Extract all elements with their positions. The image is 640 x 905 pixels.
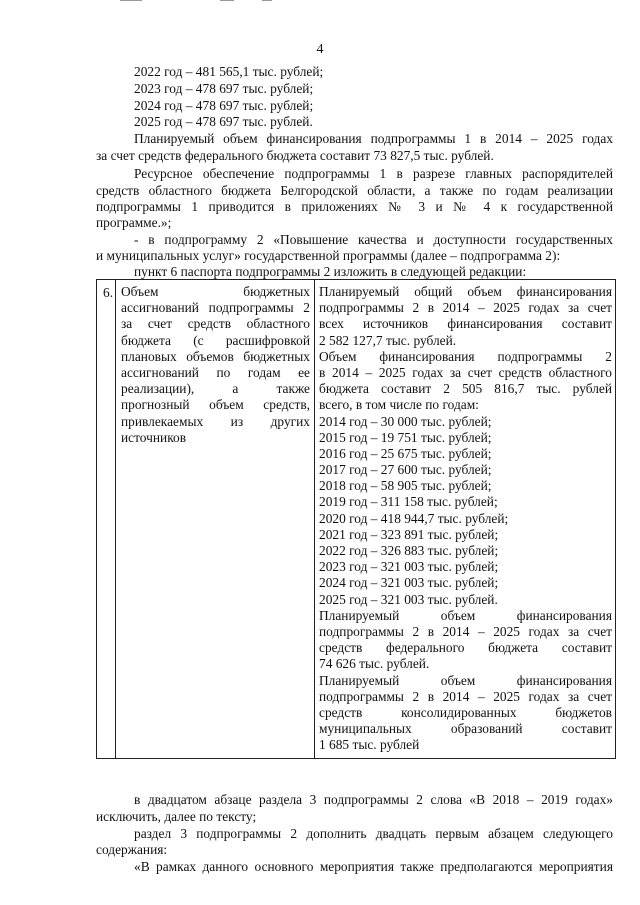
paragraph-line: в двадцатом абзаце раздела 3 подпрограммы 2 слова «В 2018 – 2019 годах» [134,792,613,807]
cell-line: средств федерального бюджета составит [319,640,612,656]
cell-line: подпрограммы 2 в 2014 – 2025 годах за счет [319,300,612,316]
cell-line: за счет средств областного [121,316,310,332]
passport-table [96,279,616,759]
cell-line: ассигнований подпрограммы 2 [121,300,310,316]
year-line: 2023 год – 478 697 тыс. рублей; [134,81,314,96]
table-divider [314,280,315,758]
cell-line: в 2014 – 2025 годах за счет средств областного [319,364,612,380]
cell-line: 2015 год – 19 751 тыс. рублей; [319,429,492,445]
year-line: 2022 год – 481 565,1 тыс. рублей; [134,64,324,79]
cell-line: 2025 год – 321 003 тыс. рублей. [319,591,498,607]
page-number: 4 [316,42,324,57]
cell-line: прогнозный объем средств, [121,397,310,413]
cell-line: 1 685 тыс. рублей [319,737,420,753]
paragraph-line: и муниципальных услуг» государственной программы (далее – подпрограмма 2): [96,248,561,263]
cell-line: бюджета (с расшифровкой [121,332,310,348]
cell-line: 74 626 тыс. рублей. [319,656,430,672]
year-line: 2024 год – 478 697 тыс. рублей; [134,98,314,113]
cell-line: реализации), а также [121,381,310,397]
cell-line: привлекаемых из других [121,413,310,429]
cell-line: Планируемый общий объем финансирования [319,284,612,299]
cell-line: всего, в том числе по годам: [319,397,479,413]
cell-line: 2021 год – 323 891 тыс. рублей; [319,526,499,542]
year-line: 2025 год – 478 697 тыс. рублей. [134,114,313,129]
paragraph-line: программе.»; [96,215,172,230]
cell-line: 2017 год – 27 600 тыс. рублей; [319,462,492,478]
cell-line: Планируемый объем финансирования [319,607,612,623]
paragraph-line: за счет средств федерального бюджета составит 73 827,5 тыс. рублей. [96,148,494,163]
cell-line: всех источников финансирования составит [319,316,612,332]
paragraph-line: Планируемый объем финансирования подпрограммы 1 в 2014 – 2025 годах [134,131,613,146]
paragraph-line: исключить, далее по тексту; [96,809,257,824]
table-divider [115,280,116,758]
cell-line: Объем финансирования подпрограммы 2 [319,348,612,364]
cell-line: 2020 год – 418 944,7 тыс. рублей; [319,510,509,526]
paragraph-line: раздел 3 подпрограммы 2 дополнить двадцать первым абзацем следующего [134,826,613,841]
table-right-cell [319,284,612,753]
cell-line: средств консолидированных бюджетов [319,704,612,720]
cell-line: Планируемый объем финансирования [319,672,612,688]
cell-line: ассигнований по годам ее [121,364,310,380]
table-left-cell [121,284,310,446]
cell-line: 2 582 127,7 тыс. рублей. [319,332,457,348]
cell-line: источников [121,429,187,445]
cell-line: Объем бюджетных [121,284,310,299]
item6-intro: пункт 6 паспорта подпрограммы 2 изложить в следующей редакции: [134,264,527,279]
cell-line: подпрограммы 2 в 2014 – 2025 годах за счет [319,623,612,639]
cell-line: 2024 год – 321 003 тыс. рублей; [319,575,499,591]
paragraph-line: Ресурсное обеспечение подпрограммы 1 в разрезе главных распорядителей [134,166,613,181]
cell-line: муниципальных образований составит [319,721,612,737]
paragraph-line: средств областного бюджета Белгородской области, а также по годам реализации [96,183,613,198]
cell-line: 2014 год – 30 000 тыс. рублей; [319,413,492,429]
cell-line: 2022 год – 326 883 тыс. рублей; [319,543,499,558]
paragraph-line: - в подпрограмму 2 «Повышение качества и доступности государственных [134,232,613,247]
cell-line: подпрограммы 2 в 2014 – 2025 годах за счет [319,688,612,704]
cell-line: 2019 год – 311 158 тыс. рублей; [319,494,498,510]
cell-line: 2016 год – 25 675 тыс. рублей; [319,445,492,461]
cell-line: бюджета составит 2 505 816,7 тыс. рублей [319,381,612,397]
paragraph-line: содержания: [96,842,168,857]
quote-paragraph-line: «В рамках данного основного мероприятия также предполагаются мероприятия [134,859,613,874]
cell-line: 2018 год – 58 905 тыс. рублей; [319,478,492,494]
cell-line: плановых объемов бюджетных [121,348,310,364]
cell-line: 2023 год – 321 003 тыс. рублей; [319,559,499,575]
paragraph-line: подпрограммы 1 приводится в приложениях № 3 и № 4 к государственной [96,199,613,214]
table-row-number: 6. [103,285,114,300]
